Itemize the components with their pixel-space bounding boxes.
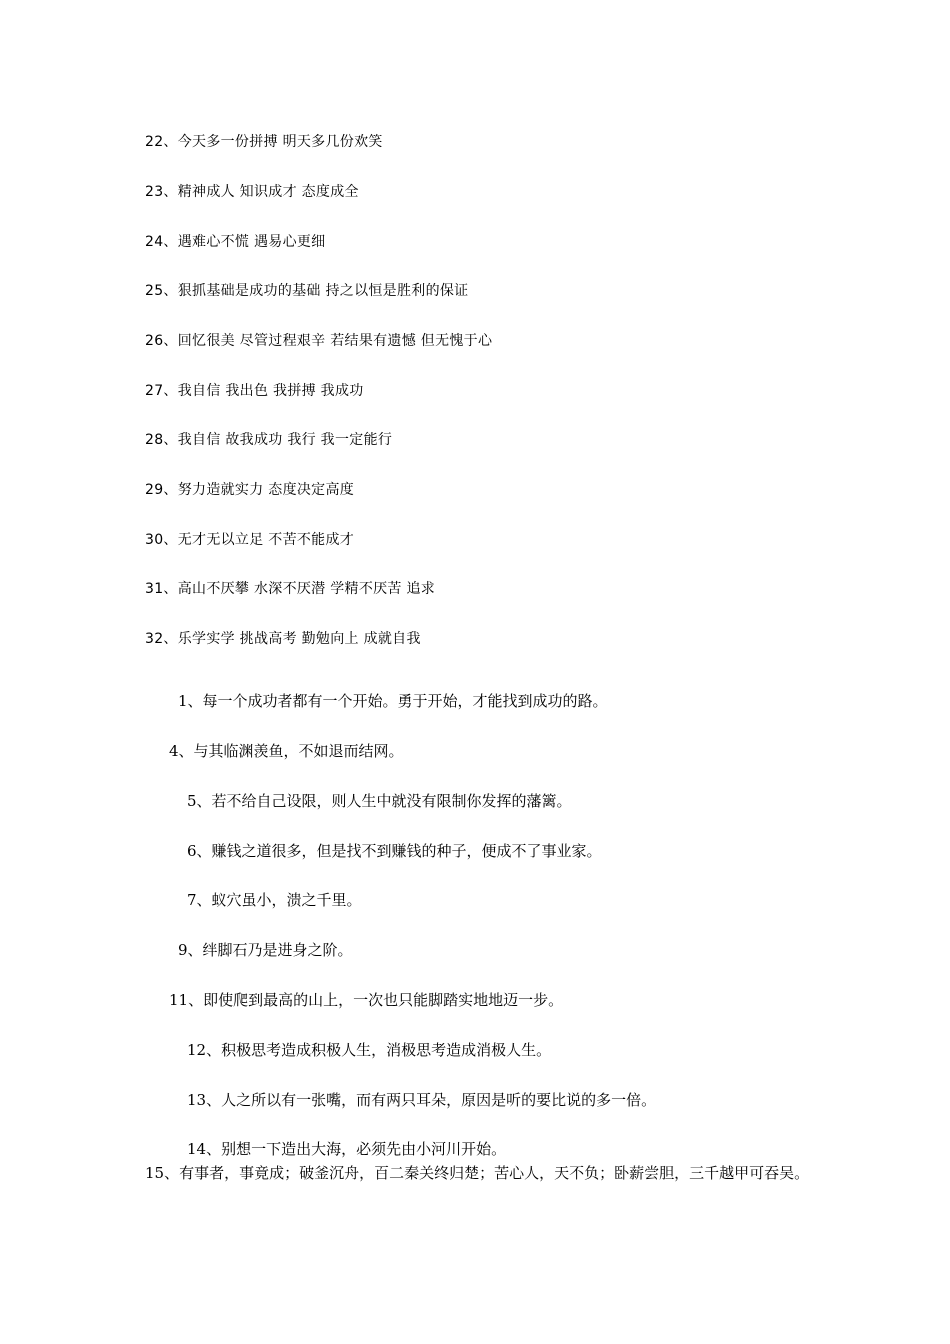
quote-line-11: 11、即使爬到最高的山上，一次也只能脚踏实地地迈一步。 [169, 991, 564, 1009]
motto-line-30: 30、无才无以立足 不苦不能成才 [145, 532, 355, 548]
motto-line-31: 31、高山不厌攀 水深不厌潜 学精不厌苦 追求 [145, 581, 436, 597]
quote-line-1: 1、每一个成功者都有一个开始。勇于开始，才能找到成功的路。 [178, 692, 608, 710]
motto-line-28: 28、我自信 故我成功 我行 我一定能行 [145, 432, 393, 448]
motto-line-32: 32、乐学实学 挑战高考 勤勉向上 成就自我 [145, 631, 421, 647]
motto-line-25: 25、狠抓基础是成功的基础 持之以恒是胜利的保证 [145, 283, 469, 299]
motto-line-24: 24、遇难心不慌 遇易心更细 [145, 234, 326, 250]
motto-line-22: 22、今天多一份拼搏 明天多几份欢笑 [145, 134, 383, 150]
quote-line-4: 4、与其临渊羡鱼，不如退而结网。 [169, 742, 404, 760]
motto-line-26: 26、回忆很美 尽管过程艰辛 若结果有遗憾 但无愧于心 [145, 333, 493, 349]
quote-line-12: 12、积极思考造成积极人生，消极思考造成消极人生。 [187, 1041, 552, 1059]
quote-line-14: 14、别想一下造出大海，必须先由小河川开始。 [187, 1140, 507, 1158]
quote-line-9: 9、绊脚石乃是进身之阶。 [178, 941, 353, 959]
quote-line-7: 7、蚁穴虽小，溃之千里。 [187, 891, 362, 909]
motto-line-27: 27、我自信 我出色 我拼搏 我成功 [145, 383, 364, 399]
motto-line-23: 23、精神成人 知识成才 态度成全 [145, 184, 359, 200]
motto-line-29: 29、努力造就实力 态度决定高度 [145, 482, 355, 498]
quote-paragraph-15: 15、有事者，事竟成；破釜沉舟，百二秦关终归楚；苦心人，天不负；卧薪尝胆，三千越甲可吞吴。 [145, 1164, 810, 1182]
quote-line-5: 5、若不给自己设限，则人生中就没有限制你发挥的藩篱。 [187, 792, 572, 810]
quote-line-6: 6、赚钱之道很多，但是找不到赚钱的种子，便成不了事业家。 [187, 842, 602, 860]
quote-line-13: 13、人之所以有一张嘴，而有两只耳朵，原因是听的要比说的多一倍。 [187, 1091, 657, 1109]
